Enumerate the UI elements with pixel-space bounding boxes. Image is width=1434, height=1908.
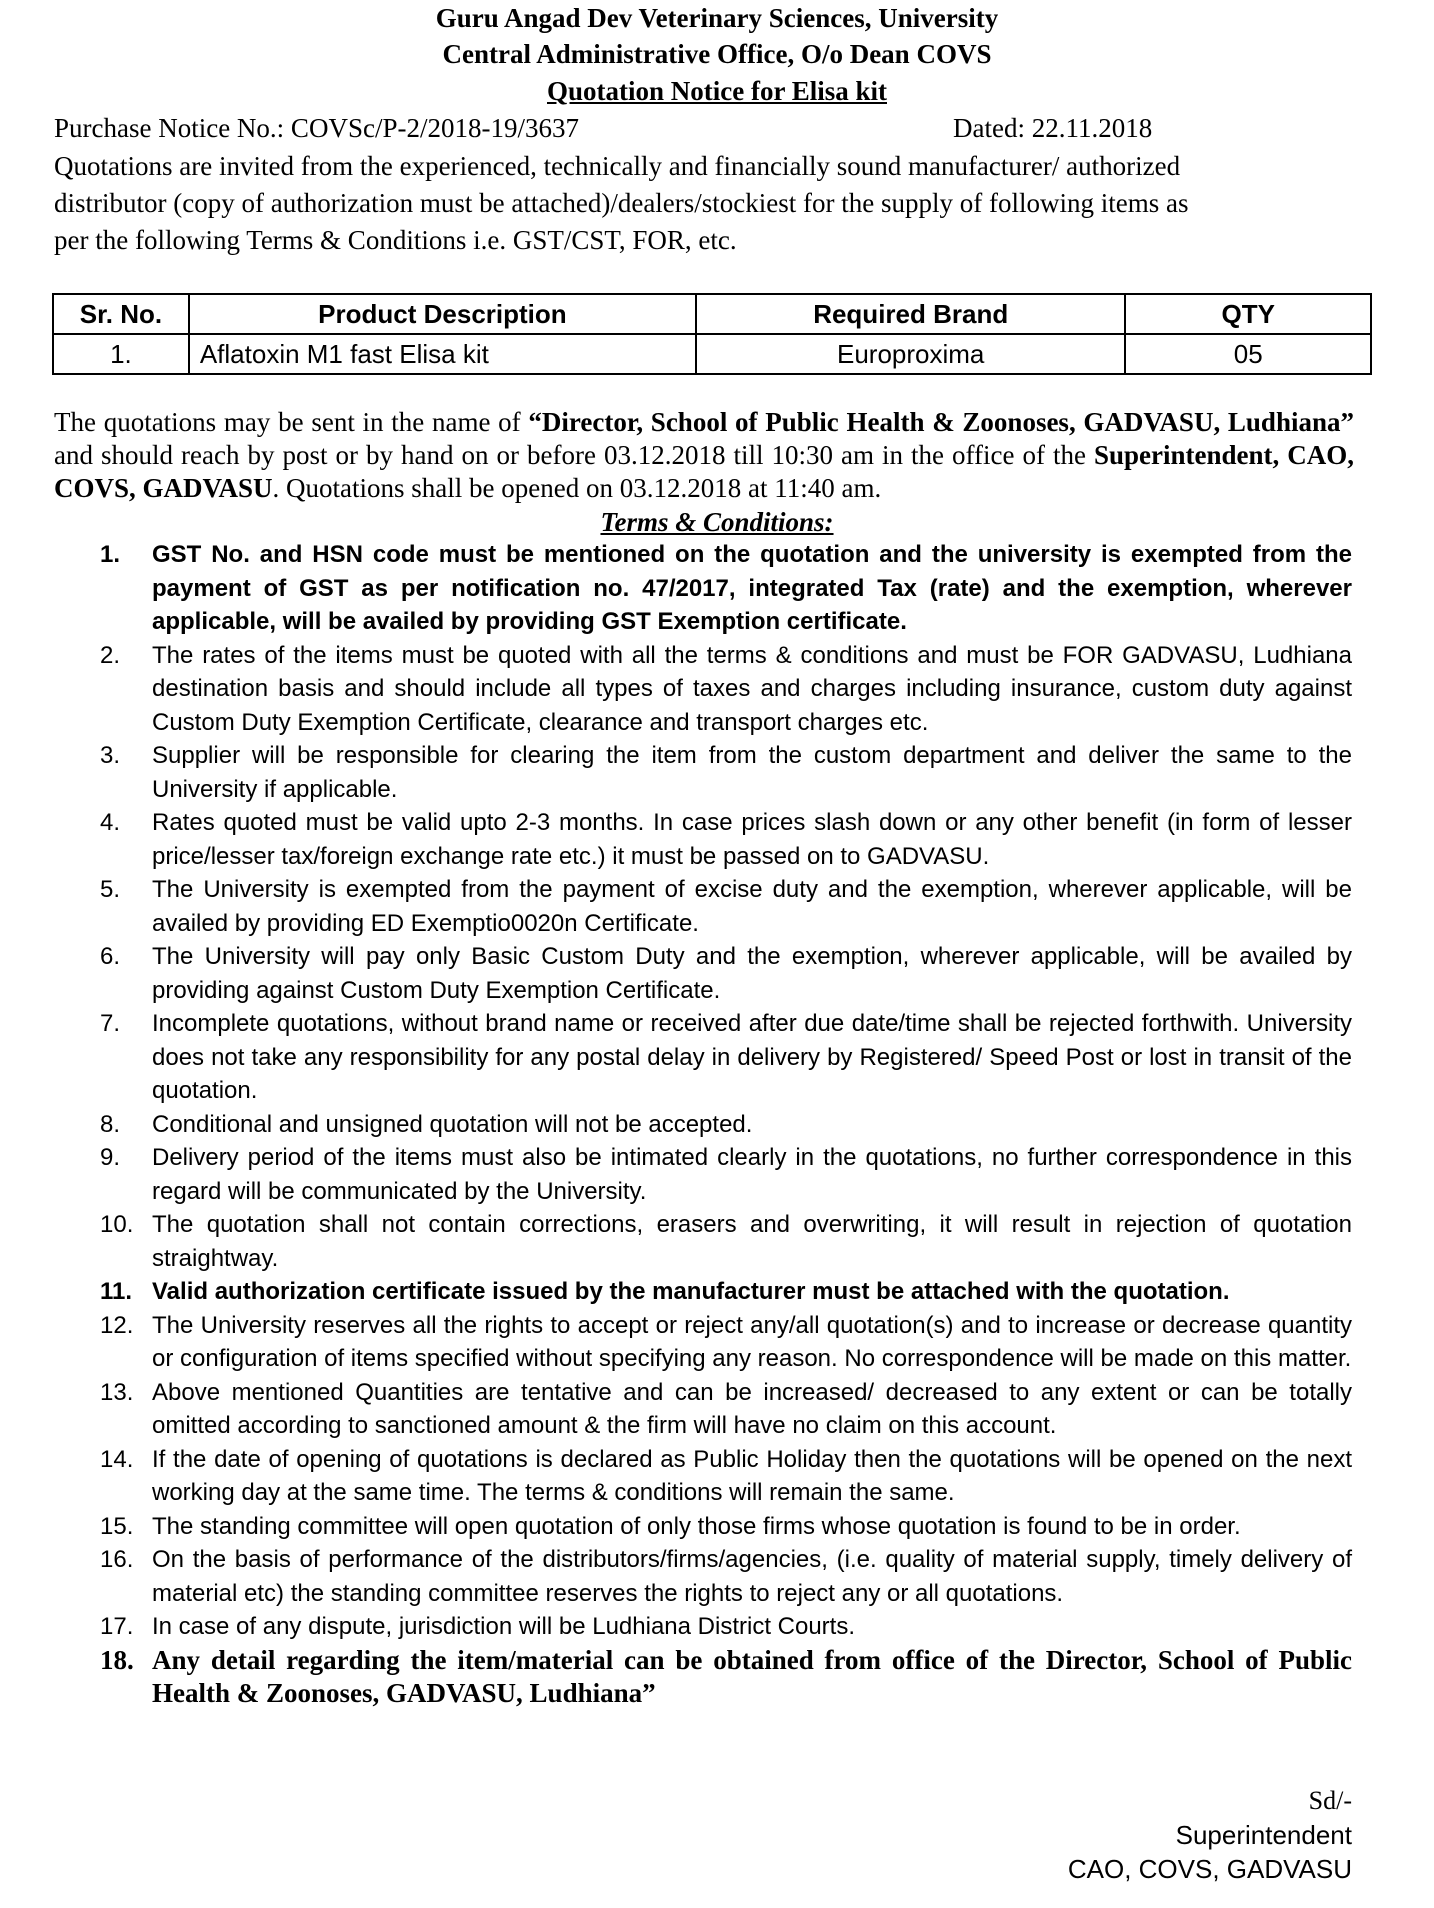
signature-sd: Sd/-: [1308, 1786, 1352, 1815]
list-item: 5. The University is exempted from the payment of excise duty and the exemption, wherever applicable, will be availed by providing ED Exemptio0020n Certificate.: [100, 876, 1352, 937]
list-item: 18. Any detail regarding the item/material can be obtained from office of the Director, School of Public Health & Zoonoses, GADVASU, Ludhiana”: [100, 1644, 1352, 1708]
invitation-line-2: distributor (copy of authorization must be attached)/dealers/stockiest for the supply of following items as: [54, 188, 1189, 218]
list-item: 11. Valid authorization certificate issued by the manufacturer must be attached with the quotation.: [100, 1278, 1230, 1305]
office-addressee: Superintendent, CAO, COVS, GADVASU: [54, 440, 1355, 503]
header-product-description: Product Description: [189, 294, 696, 334]
list-item: 13. Above mentioned Quantities are tentative and can be increased/ decreased to any extent or can be totally omitted according to sanctioned amount & the firm will have no claim on this account.: [100, 1378, 1352, 1439]
notice-title: Quotation Notice for Elisa kit: [547, 76, 887, 106]
list-item: 8. Conditional and unsigned quotation will not be accepted.: [100, 1110, 753, 1138]
addressee: “Director, School of Public Health & Zoonoses, GADVASU, Ludhiana”: [528, 407, 1354, 437]
cell-required-brand: Europroxima: [696, 334, 1125, 374]
signatory-office: CAO, COVS, GADVASU: [1067, 1854, 1352, 1884]
terms-list: [100, 538, 1352, 1710]
table-header-row: [53, 294, 1371, 334]
table-row: [53, 334, 1371, 374]
list-item: 15. The standing committee will open quotation of only those firms whose quotation is found to be in order.: [100, 1512, 1241, 1540]
list-item: 17. In case of any dispute, jurisdiction will be Ludhiana District Courts.: [100, 1613, 856, 1640]
list-item: 9. Delivery period of the items must also be intimated clearly in the quotations, no further correspondence in this regard will be communicated by the University.: [100, 1144, 1352, 1205]
signatory-title: Superintendent: [1175, 1820, 1352, 1850]
university-name: Guru Angad Dev Veterinary Sciences, University: [435, 3, 999, 33]
list-item: 10. The quotation shall not contain corrections, erasers and overwriting, it will result in rejection of quotation straightway.: [100, 1211, 1352, 1272]
list-item: 16. On the basis of performance of the distributors/firms/agencies, (i.e. quality of material supply, timely delivery of material etc) the standing committee reserves the rights to reject any or all quotations.: [100, 1546, 1352, 1607]
header-qty: QTY: [1125, 294, 1371, 334]
header-required-brand: Required Brand: [696, 294, 1125, 334]
cell-product-description: Aflatoxin M1 fast Elisa kit: [189, 334, 696, 374]
list-item: 12. The University reserves all the rights to accept or reject any/all quotation(s) and to increase or decrease quantity or configuration of items specified without specifying any reason. No correspondence will be made on this matter.: [100, 1311, 1352, 1372]
list-item: 3. Supplier will be responsible for clearing the item from the custom department and deliver the same to the University if applicable.: [100, 742, 1352, 803]
list-item: 1. GST No. and HSN code must be mentioned on the quotation and the university is exempted from the payment of GST as per notification no. 47/2017, integrated Tax (rate) and the exemption, wherever applicable, will be availed by providing GST Exemption certificate.: [100, 541, 1352, 635]
list-item: 2. The rates of the items must be quoted with all the terms & conditions and must be FOR GADVASU, Ludhiana destination basis and should include all types of taxes and charges including insurance, custom duty against Custom Duty Exemption Certificate, clearance and transport charges etc.: [100, 641, 1352, 736]
list-item: 6. The University will pay only Basic Custom Duty and the exemption, wherever applicable, will be availed by providing against Custom Duty Exemption Certificate.: [100, 943, 1352, 1004]
submission-instructions: The quotations may be sent in the name of “Director, School of Public Health & Zoonoses, GADVASU, Ludhiana” and should reach by post or by hand on or before 03.12.2018 till 10:30 am in the office of the Superintendent, CAO, COVS, GADVASU. Quotations shall be opened on 03.12.2018 at 11:40 am.: [54, 407, 1355, 503]
header-sr-no: Sr. No.: [53, 294, 189, 334]
list-item: 14. If the date of opening of quotations is declared as Public Holiday then the quotations will be opened on the next working day at the same time. The terms & conditions will remain the same.: [100, 1445, 1352, 1506]
terms-heading: Terms & Conditions:: [600, 507, 834, 537]
list-item: 4. Rates quoted must be valid upto 2-3 months. In case prices slash down or any other benefit (in form of lesser price/lesser tax/foreign exchange rate etc.) it must be passed on to GADVASU.: [100, 809, 1352, 870]
invitation-line-1: Quotations are invited from the experienced, technically and financially sound manufacturer/ authorized: [54, 151, 1181, 181]
list-item: 7. Incomplete quotations, without brand name or received after due date/time shall be rejected forthwith. University does not take any responsibility for any postal delay in delivery by Registered/ Speed Post or lost in transit of the quotation.: [100, 1010, 1352, 1104]
cell-qty: 05: [1125, 334, 1371, 374]
invitation-line-3: per the following Terms & Conditions i.e. GST/CST, FOR, etc.: [54, 225, 737, 255]
notice-date: Dated: 22.11.2018: [953, 113, 1153, 143]
items-table: [52, 293, 1372, 375]
purchase-notice-number: Purchase Notice No.: COVSc/P-2/2018-19/3637: [54, 113, 579, 143]
cell-sr-no: 1.: [53, 334, 189, 374]
office-name: Central Administrative Office, O/o Dean COVS: [442, 39, 992, 69]
